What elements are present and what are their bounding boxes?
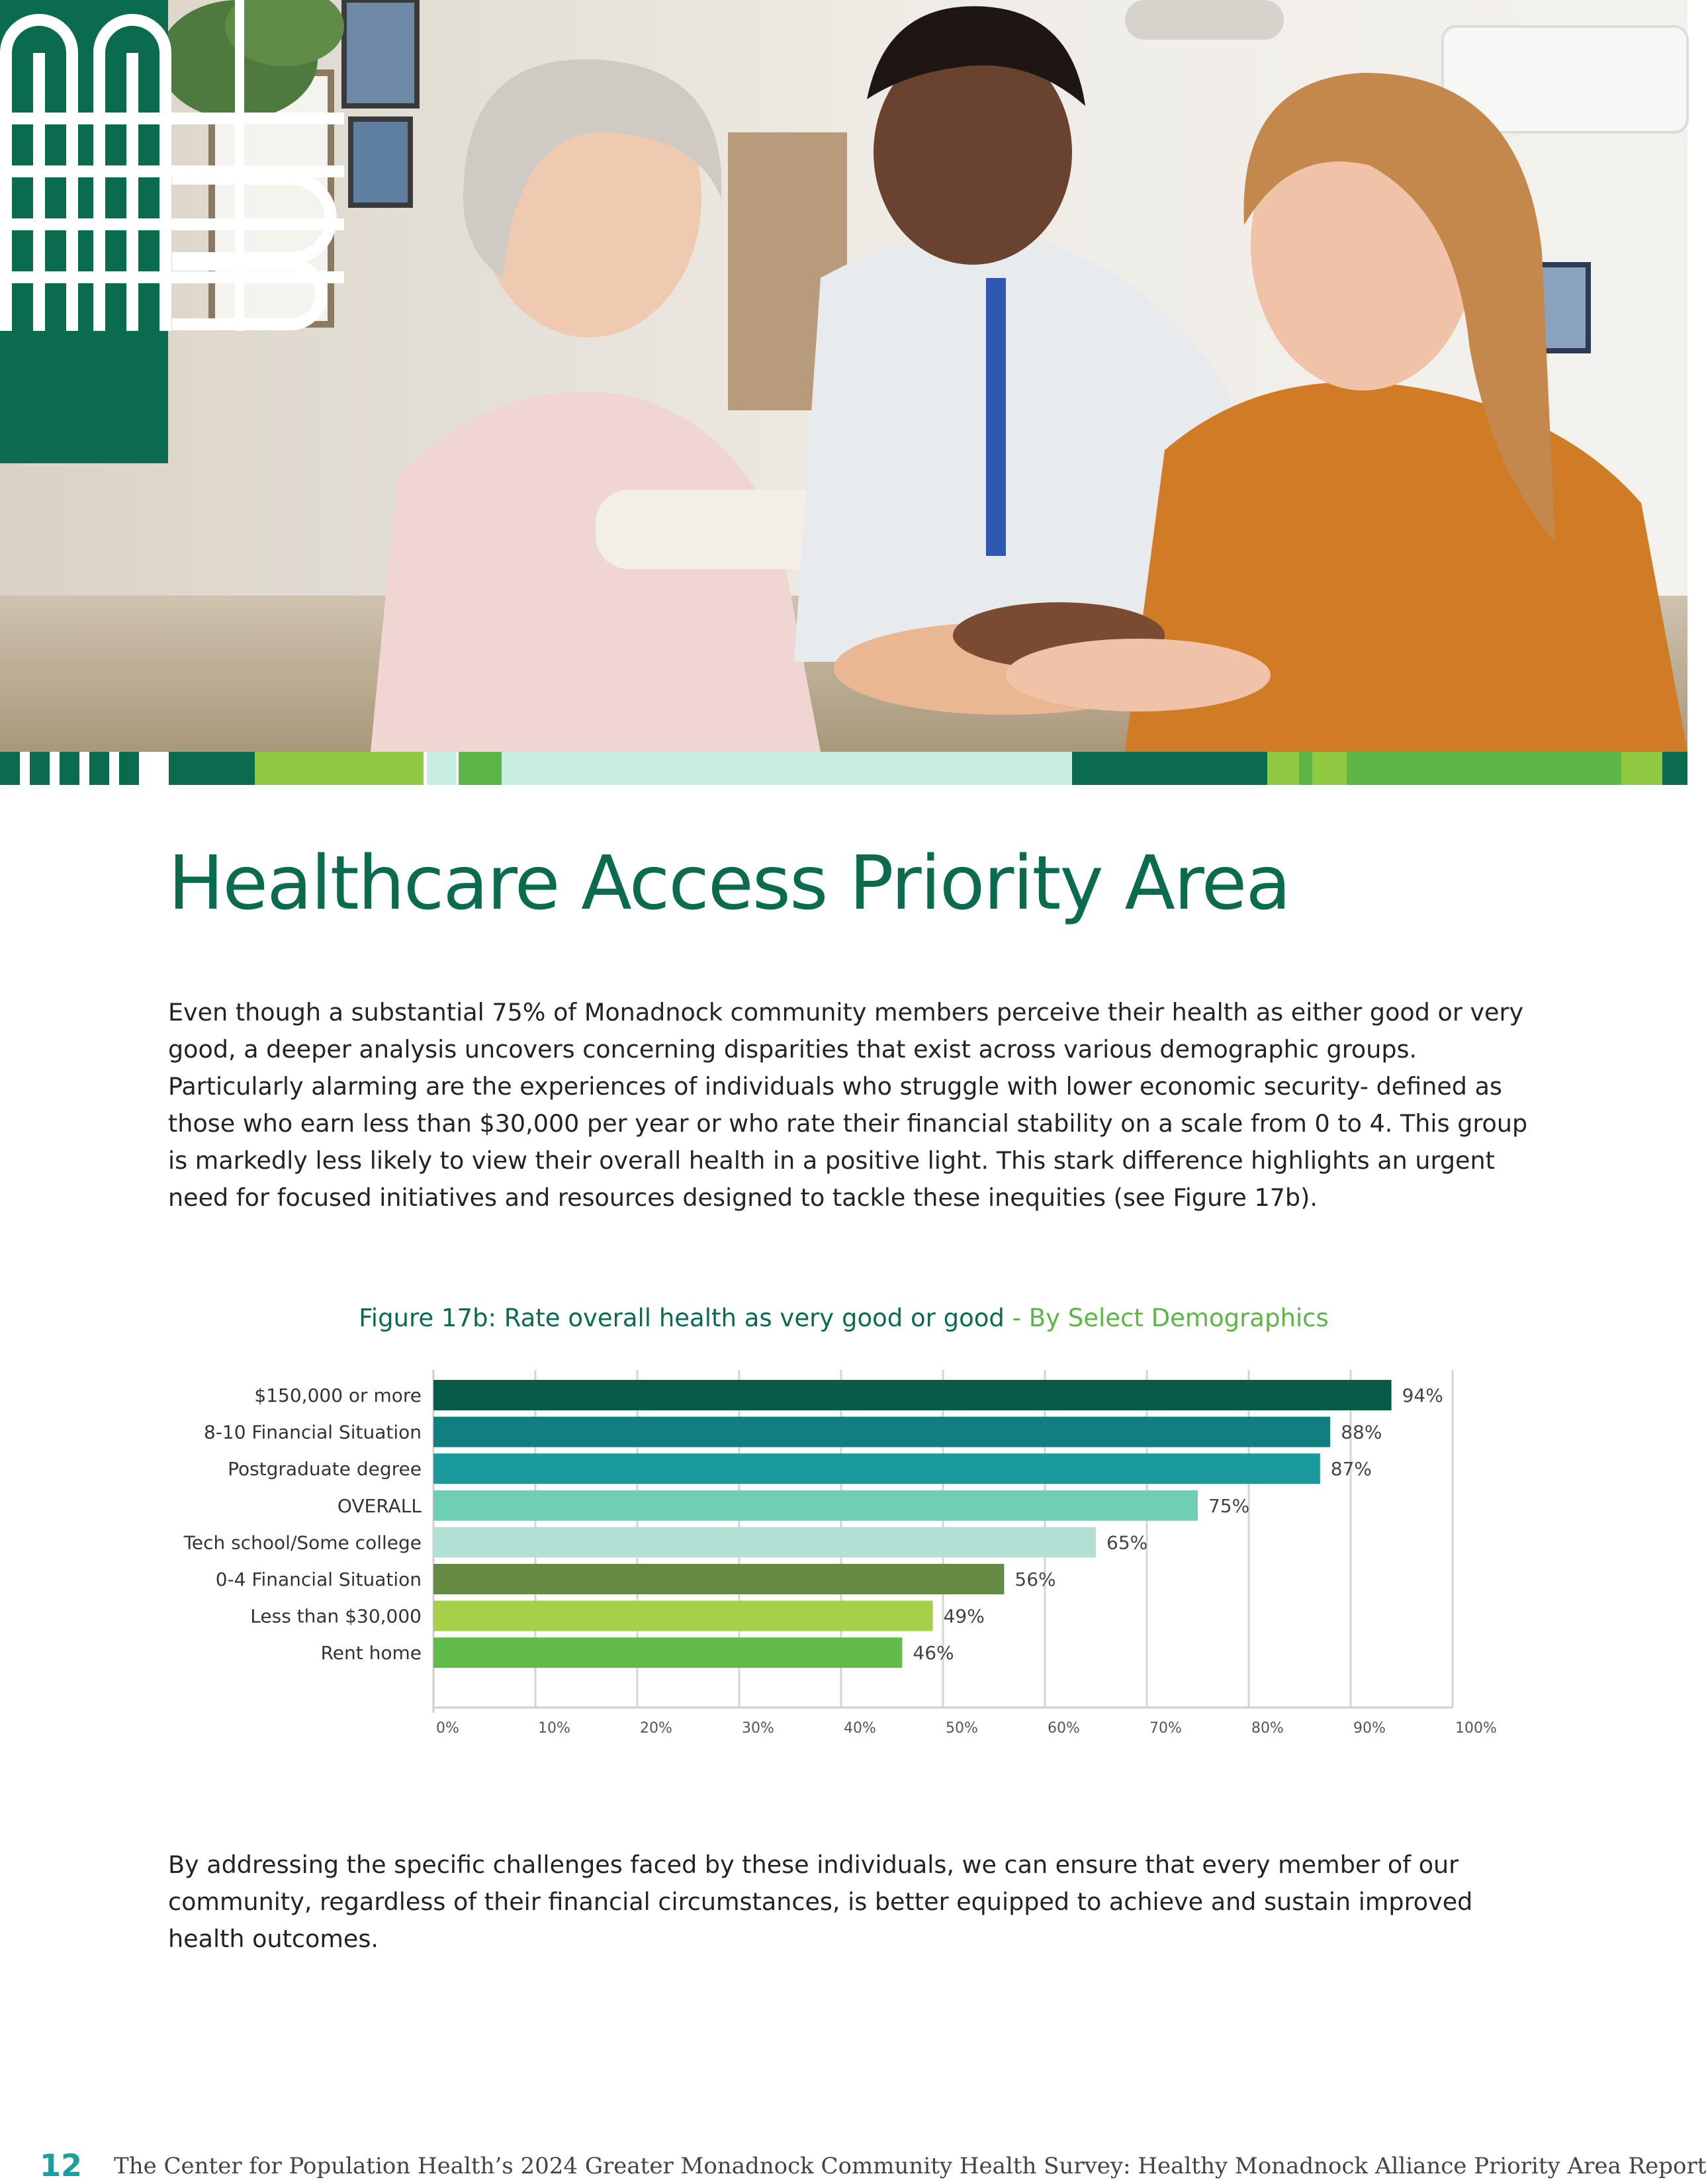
category-label: OVERALL: [337, 1494, 422, 1517]
accent-color-strip: [0, 752, 1687, 785]
hero-photo: [0, 0, 1687, 752]
page-footer: [40, 2148, 1706, 2183]
data-label: 49%: [943, 1605, 985, 1627]
x-tick-label: 60%: [1048, 1720, 1080, 1737]
category-label: Postgraduate degree: [228, 1458, 422, 1480]
data-label: 46%: [913, 1642, 954, 1664]
bar: [433, 1601, 933, 1631]
data-label: 88%: [1341, 1421, 1382, 1443]
health-rating-bar-chart: [159, 1370, 1497, 1744]
data-label: 65%: [1106, 1531, 1148, 1554]
data-label: 87%: [1330, 1458, 1372, 1480]
x-tick-label: 40%: [844, 1720, 876, 1737]
data-label: 75%: [1208, 1494, 1250, 1517]
category-label: Tech school/Some college: [183, 1531, 422, 1554]
footer-text: The Center for Population Health’s 2024 Greater Monadnock Community Health Survey: Healthy Monadnock Alliance Priority Area Report: [114, 2153, 1706, 2179]
x-tick-label: 20%: [640, 1720, 672, 1737]
x-tick-label: 100%: [1455, 1720, 1497, 1737]
category-label: $150,000 or more: [254, 1385, 422, 1406]
figure-title-sub: - By Select Demographics: [1004, 1304, 1329, 1332]
bar: [433, 1417, 1330, 1447]
x-tick-label: 50%: [946, 1720, 978, 1737]
page-number: 12: [40, 2148, 83, 2183]
figure-title-main: Figure 17b: Rate overall health as very good or good: [359, 1304, 1005, 1332]
intro-paragraph: Even though a substantial 75% of Monadnock community members perceive their health as either good or very good, a deeper analysis uncovers concerning disparities that exist across various demographic groups. Particularly alarming are the experiences of individuals who struggle with lower economic security- defined as those who earn less than $30,000 per year or who rate their financial stability on a scale from 0 to 4. This group is markedly less likely to view their overall health in a positive light. This stark difference highlights an urgent need for focused initiatives and resources designed to tackle these inequities (see Figure 17b).: [168, 998, 1528, 1212]
data-label: 56%: [1014, 1569, 1056, 1590]
alliance-logo-mark: [0, 0, 357, 331]
x-tick-label: 0%: [436, 1720, 459, 1737]
x-tick-label: 70%: [1149, 1720, 1182, 1737]
data-label: 94%: [1402, 1385, 1443, 1406]
figure-title: [0, 1304, 1687, 1332]
bar: [433, 1453, 1320, 1484]
x-tick-label: 30%: [742, 1720, 774, 1737]
category-label: 8-10 Financial Situation: [203, 1421, 422, 1443]
x-tick-label: 80%: [1251, 1720, 1284, 1737]
bar: [433, 1527, 1096, 1557]
category-label: Less than $30,000: [250, 1605, 422, 1627]
bar-chart-svg: [159, 1370, 1497, 1741]
bar: [433, 1380, 1392, 1410]
bar: [433, 1490, 1198, 1521]
category-label: 0-4 Financial Situation: [215, 1569, 422, 1590]
bar: [433, 1637, 902, 1668]
category-label: Rent home: [320, 1642, 422, 1664]
x-tick-label: 90%: [1353, 1720, 1386, 1737]
closing-paragraph: By addressing the specific challenges faced by these individuals, we can ensure that every member of our community, regardless of their financial circumstances, is better equipped to achieve and sustain improved health outcomes.: [168, 1850, 1473, 1953]
bar: [433, 1564, 1004, 1594]
page-title: Healthcare Access Priority Area: [168, 841, 1290, 927]
x-tick-label: 10%: [538, 1720, 570, 1737]
